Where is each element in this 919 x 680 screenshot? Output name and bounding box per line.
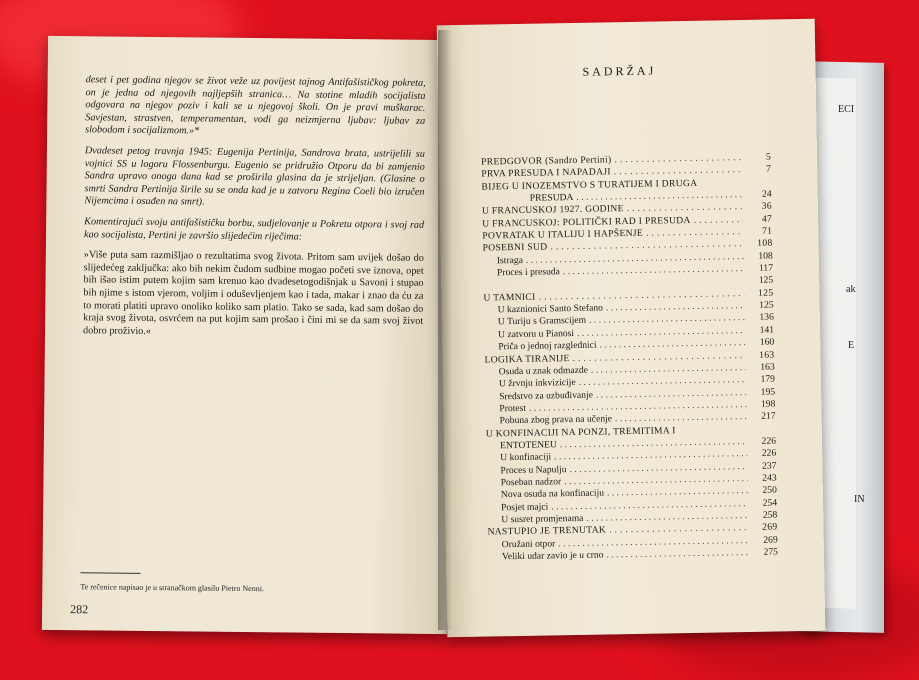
toc-entry-title: PRVA PRESUDA I NAPADAJI (481, 167, 611, 182)
toc-leader-dots (614, 164, 743, 179)
toc-entry-page: 163 (748, 349, 774, 362)
toc-entry-page: 47 (746, 213, 772, 226)
toc-entry-page: 5 (745, 152, 771, 165)
paragraph-quote: »Više puta sam razmišljao o rezultatima svog života. Pritom sam uvijek došao do slijedećeg zaključka: ako bih nekim čudom sudbine mogao početi sve iznova, opet bih išao istim putem kojim sam krenuo kao dvadesetogodišnjak u Savoni i stupao bih njime s istom vjerom, voljim i oduševljenjem kao i tada, makar i znao da ću za to morati platiti upravo onoliko koliko sam platio. Tako se sada, kad sam došao do kraja svog života, osvrćem na put kojim sam prošao i čini mi se da sam svoj život dobro proživio.« (83, 249, 424, 341)
toc-entry-title: PRESUDA (530, 192, 574, 205)
toc-entry-title: U žrvnju inkvizicije (499, 377, 576, 391)
toc-entry-page: 269 (751, 522, 777, 535)
toc-entry-title: POSEBNI SUD (482, 242, 547, 255)
toc-entry-page: 7 (745, 164, 771, 177)
toc-entry-page: 179 (749, 374, 775, 387)
page-number-left: 282 (70, 602, 88, 617)
toc-entry-title: U zatvoru u Pianosi (498, 328, 574, 342)
toc-entry-title: Sredstvo za uzbuđivanje (499, 389, 593, 403)
toc-entry-page: 195 (749, 386, 775, 399)
toc-entry-title: U susret promjenama (501, 513, 583, 527)
footnote-rule (80, 572, 140, 574)
toc-entry-title: Pobuna zbog prava na učenje (500, 414, 613, 428)
toc-entry-page: 108 (747, 250, 773, 263)
toc-leader-dots (700, 185, 742, 186)
jacket-text-1: ECI (838, 104, 854, 115)
table-of-contents (481, 152, 778, 564)
toc-entry-page: 243 (751, 472, 777, 485)
toc-entry-title: Priča o jednoj razglednici (498, 340, 597, 354)
left-page (42, 36, 453, 634)
toc-entry-page: 125 (748, 300, 774, 313)
right-page (437, 19, 826, 638)
toc-entry-page: 71 (746, 226, 772, 239)
paragraph-2: Dvadeset petog travnja 1945: Eugenija Pertinija, Sandrova brata, ustrijelili su vojnici SS u logoru Flossenburgu. Eugenio se pridružio Otporu da bi zamjenio Sandra upravo onoga dana kad se proširila glasina da je strijeljan. (Glasine o smrti Sandra Pertinija širile su se onda kad je u zatvoru Regina Coeli bio izručen Nijemcima i osuđen na smrt). (84, 145, 425, 212)
toc-entry-page: 250 (751, 485, 777, 498)
toc-entry-title: U FRANCUSKOJ: POLITIČKI RAD I PRESUDA (482, 215, 691, 231)
toc-entry-page: 36 (746, 201, 772, 214)
toc-entry-page: 136 (748, 312, 774, 325)
toc-entry-title: LOGIKA TIRANIJE (484, 353, 569, 367)
jacket-text-4: IN (854, 494, 865, 505)
toc-entry-page: 125 (747, 287, 773, 300)
toc-entry-title: U kaznionici Santo Stefano (498, 303, 603, 317)
toc-entry-page: 269 (752, 534, 778, 547)
toc-entry-title: U TAMNICI (483, 291, 535, 304)
footnote: Te rečenice napisao je u stranačkom glasilu Pietro Nenni. (80, 582, 264, 593)
left-page-body (83, 74, 426, 349)
toc-entry-title: BIJEG U INOZEMSTVO S TURATIJEM I DRUGA (481, 178, 697, 194)
toc-entry-title: ENTOTENEU (500, 439, 557, 452)
toc-entry-title: U FRANCUSKOJ 1927. GODINE (482, 203, 624, 218)
toc-entry-title: Proces i presuda (497, 266, 560, 279)
toc-entry-title: NASTUPIO JE TRENUTAK (487, 525, 606, 539)
toc-entry-title: Oružani otpor (502, 538, 556, 551)
toc-entry-title: Protest (499, 403, 526, 416)
toc-entry-title: Posjet majci (501, 501, 548, 514)
toc-entry-title: Veliki udar zavio je u crno (502, 550, 604, 564)
toc-entry-title: PREDGOVOR (Sandro Pertini) (481, 154, 612, 169)
toc-entry-title: Poseban nadzor (501, 476, 562, 489)
toc-entry-page: 160 (748, 337, 774, 350)
toc-title: SADRŽAJ (582, 64, 656, 80)
toc-entry-page: 117 (747, 263, 773, 276)
toc-entry-page: 254 (751, 497, 777, 510)
toc-entry-page: 217 (749, 411, 775, 424)
toc-entry-title: Proces u Napulju (500, 464, 566, 477)
toc-entry-page: 24 (746, 189, 772, 202)
toc-entry-title: U Turiju s Gramscijem (498, 315, 586, 329)
paragraph-3: Komentirajući svoju antifašističku borbu, sudjelovanje u Pokretu otpora i svoj rad kao socijalista, Pertini je završio slijedećim riječima: (84, 216, 424, 245)
toc-entry-title: U konfinaciji (500, 452, 551, 465)
toc-entry-page: 226 (750, 435, 776, 448)
toc-entry-page: 226 (750, 448, 776, 461)
paragraph-1: deset i pet godina njegov se život veže uz povijest tajnog Antifašističkog pokreta, on je jedna od njegovih najljepših stranica… Na stotine mladih socijalista odgovara na njegov poziv i kali se u njegovoj školi. On je pravi muškarac. Savjestan, strastven, temperamentan, vodi ga neizmjerna ljubav: ljubav za slobodom i socijalizmom.»* (85, 74, 426, 141)
toc-entry-page: 108 (746, 238, 772, 251)
toc-entry-title: Nova osuda na konfinaciju (501, 488, 604, 502)
toc-leader-dots (500, 283, 744, 287)
toc-entry-page: 237 (750, 460, 776, 473)
toc-entry-page: 141 (748, 324, 774, 337)
toc-entry-page: 258 (751, 509, 777, 522)
toc-leader-dots (606, 547, 749, 562)
toc-entry-page: 275 (752, 546, 778, 559)
toc-leader-dots (679, 432, 747, 433)
toc-entry-title: Istraga (497, 255, 523, 268)
toc-entry-page: 125 (747, 275, 773, 288)
book-gutter (438, 30, 452, 630)
toc-entry-page: 163 (749, 361, 775, 374)
toc-leader-dots (694, 214, 744, 227)
toc-entry-title: Osuda u znak odmazde (499, 365, 588, 379)
toc-entry-page: 198 (749, 398, 775, 411)
toc-entry-title: U KONFINACIJI NA PONZI, TREMITIMA I (486, 425, 676, 441)
jacket-text-2: ak (846, 284, 855, 295)
toc-leader-dots (615, 411, 747, 426)
toc-entry-title: POVRATAK U ITALIJU I HAPŠENJE (482, 228, 643, 243)
jacket-text-3: E (848, 340, 854, 351)
